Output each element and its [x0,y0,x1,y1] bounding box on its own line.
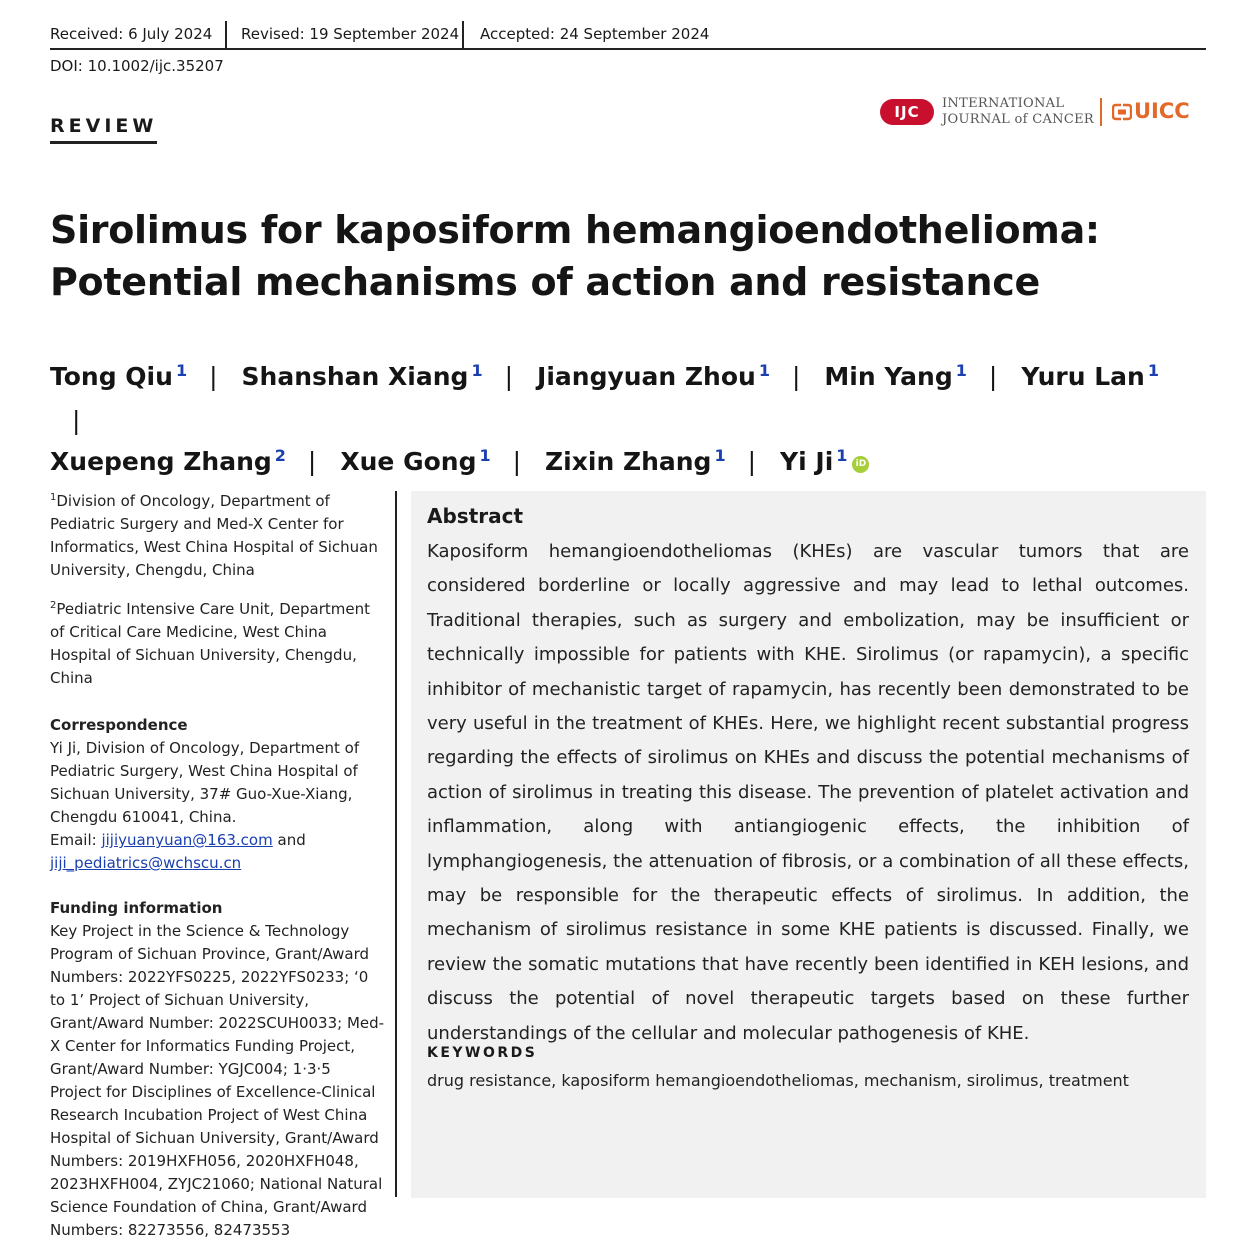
uicc-icon [1112,103,1132,121]
email-link[interactable]: jijiyuanyuan@163.com [101,831,273,849]
article-title: Sirolimus for kaposiform hemangioendothelioma: Potential mechanisms of action and resistance [50,208,1100,304]
correspondence [50,714,385,875]
journal-name-line1: INTERNATIONAL [942,96,1065,111]
author-list: Tong Qiu $^1$ | Shanshan Xiang $^1$ | Jiangyuan Zhou $^1$ | Min Yang $^1$ | Yuru Lan $^1$| Xuepeng Zhang $^2$ | Xue Gong $^1$ | Zixin Zhang $^1$ | Yi Ji $^1$ iD [50,361,1159,476]
accepted-date: Accepted: 24 September 2024 [480,25,710,43]
logo-divider [1100,98,1102,126]
keywords-text: drug resistance, kaposiform hemangioendotheliomas, mechanism, sirolimus, treatment [427,1071,1129,1090]
dates-divider [225,21,227,48]
author[interactable]: Xuepeng Zhang $^2$ [50,446,286,476]
author[interactable]: Min Yang $^1$ [824,361,967,391]
abstract-box [411,491,1206,1198]
section-label: REVIEW [50,115,157,144]
correspondence-text: Yi Ji, Division of Oncology, Department of Pediatric Surgery, West China Hospital of Sichuan University, 37# Guo-Xue-Xiang, Chengdu 610041, China. [50,739,360,826]
author[interactable]: Yi Ji $^1$ [780,446,848,476]
journal-name-line2: JOURNAL of CANCER [942,112,1094,127]
abstract-heading: Abstract [427,504,524,528]
abstract-text: Kaposiform hemangioendotheliomas (KHEs) are vascular tumors that are considered borderline or locally aggressive and may lead to lethal outcomes. Traditional therapies, such as surgery and embolization, may be insufficient or technically impossible for patients with KHE. Sirolimus (or rapamycin), a specific inhibitor of mechanistic target of rapamycin, has recently been demonstrated to be very useful in the treatment of KHEs. Here, we highlight recent substantial progress regarding the effects of sirolimus on KHEs and discuss the potential mechanisms of action of sirolimus in treating this disease. The prevention of platelet activation and inflammation, along with antiangiogenic effects, the inhibition of lymphangiogenesis, the attenuation of fibrosis, or a combination of all these effects, may be responsible for the therapeutic effects of sirolimus. In addition, the mechanism of sirolimus resistance in some KHE patients is discussed. Finally, we review the somatic mutations that have recently been identified in KEH lesions, and discuss the potential of novel therapeutic targets based on these further understandings of the cellular and molecular pathogenesis of KHE. [427,541,1189,1044]
author[interactable]: Xue Gong $^1$ [340,446,491,476]
author[interactable]: Shanshan Xiang $^1$ [241,361,483,391]
revised-date: Revised: 19 September 2024 [241,25,460,43]
author[interactable]: Tong Qiu $^1$ [50,361,188,391]
author[interactable]: Yuru Lan $^1$ [1021,361,1159,391]
correspondence-email: Email: jijiyuanyuan@163.com and jiji_pediatrics@wchscu.cn [50,831,306,872]
column-divider [395,491,397,1197]
ijc-badge: IJC [880,99,934,125]
affiliation: $^1$Division of Oncology, Department of Pediatric Surgery and Med-X Center for Informatics, West China Hospital of Sichuan University, Chengdu, China [50,492,378,579]
doi[interactable]: DOI: 10.1002/ijc.35207 [50,57,224,75]
funding-heading: Funding information [50,899,223,917]
email-link[interactable]: jiji_pediatrics@wchscu.cn [50,854,242,872]
author[interactable]: Jiangyuan Zhou $^1$ [537,361,770,391]
correspondence-heading: Correspondence [50,716,188,734]
funding-text: Key Project in the Science & Technology Program of Sichuan Province, Grant/Award Numbers: 2022YFS0225, 2022YFS0233; ‘0 to 1’ Project of Sichuan University, Grant/Award Number: 2022SCUH0033; Med-X Center for Informatics Funding Project, Grant/Award Number: YGJC004; 1·3·5 Project for Disciplines of Excellence-Clinical Research Incubation Project of West China Hospital of Sichuan University, Grant/Award Numbers: 2019HXFH056, 2020HXFH048, 2023HXFH004, ZYJC21060; National Natural Science Foundation of China, Grant/Award Numbers: 82273556, 82473553 [50,922,385,1239]
dates-divider [462,21,464,48]
dates-bar [50,21,1206,50]
article-info-column [50,486,385,1254]
funding [50,897,385,1242]
keywords-heading: KEYWORDS [427,1045,538,1061]
author[interactable]: Zixin Zhang $^1$ [545,446,726,476]
journal-logo[interactable] [880,96,1200,130]
affiliation: $^2$Pediatric Intensive Care Unit, Department of Critical Care Medicine, West China Hospital of Sichuan University, Chengdu, China [50,600,370,687]
received-date: Received: 6 July 2024 [50,25,213,43]
uicc-wordmark: UICC [1134,99,1190,123]
orcid-icon[interactable]: iD [852,456,869,473]
